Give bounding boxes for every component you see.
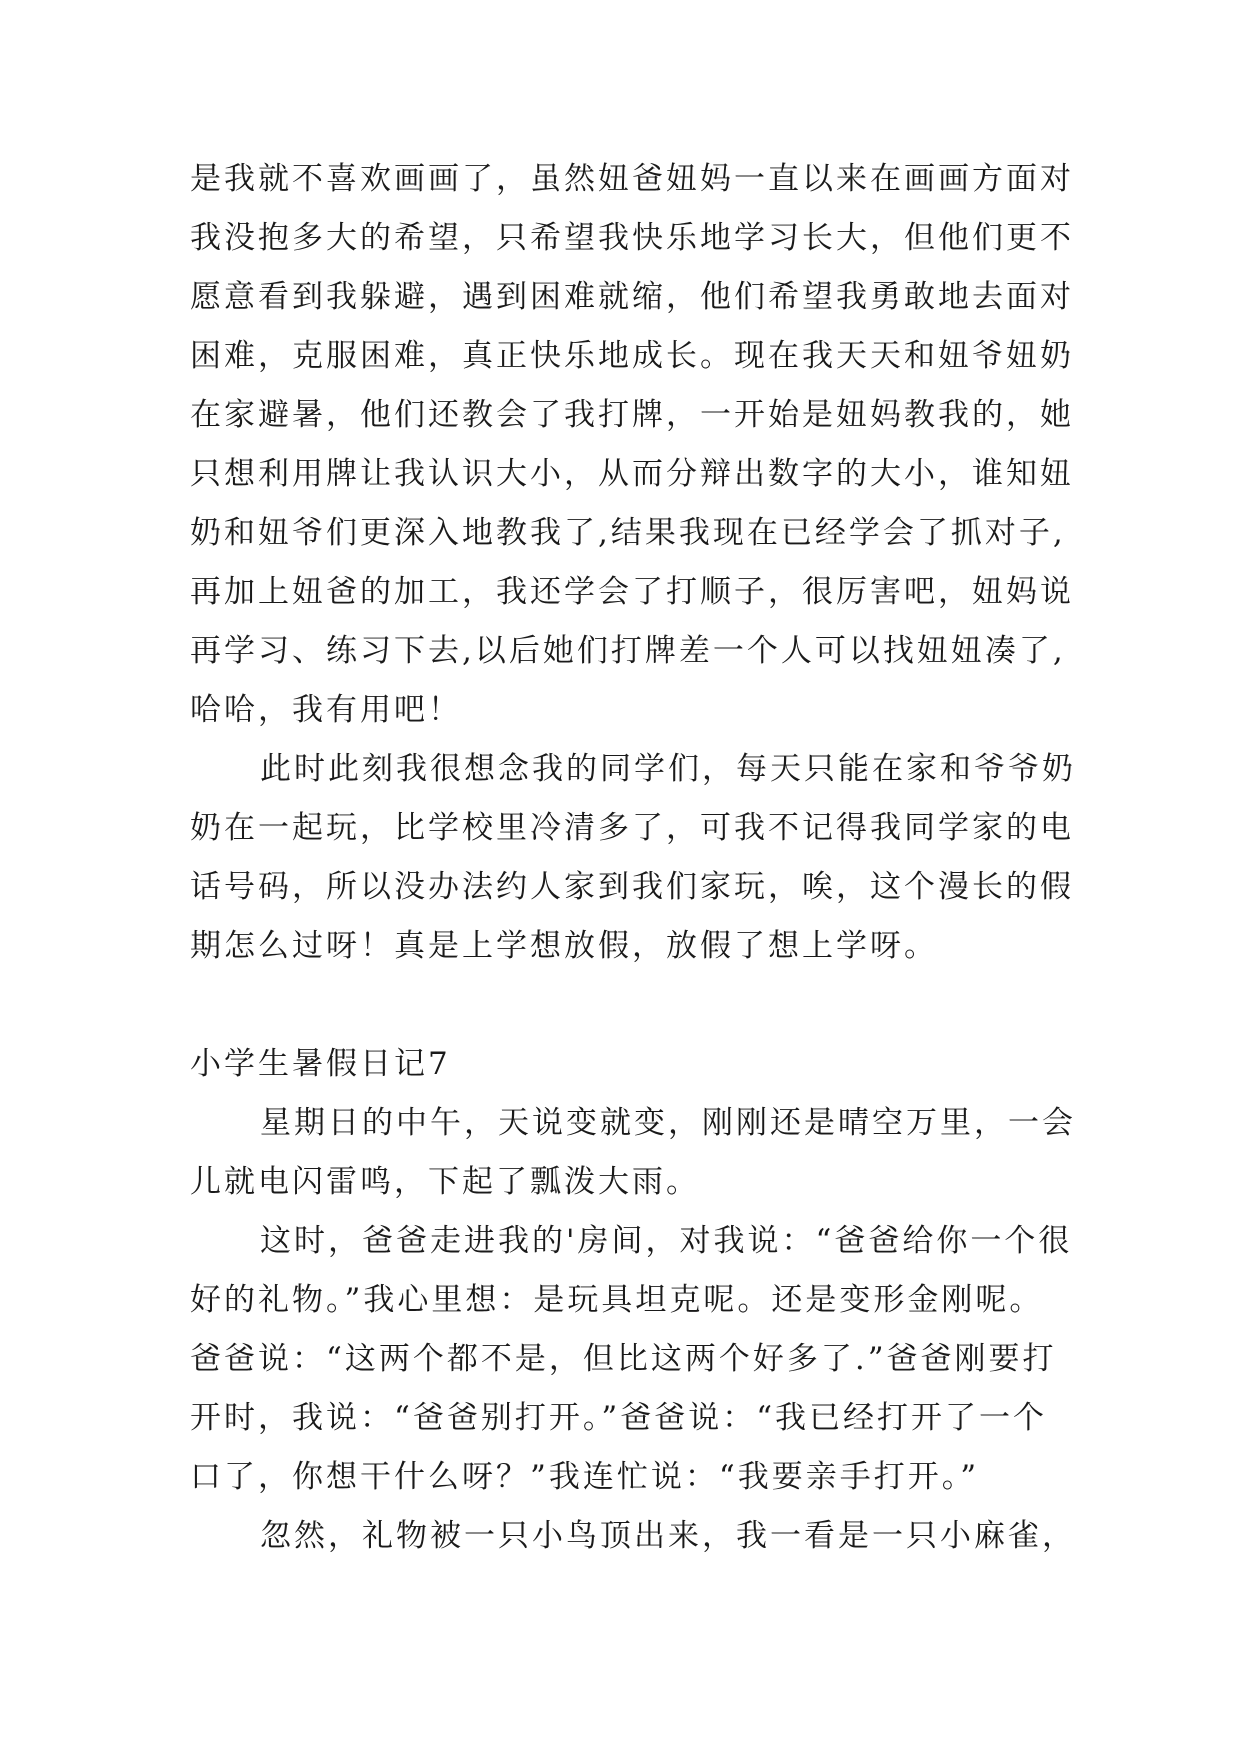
text-line: 奶和妞爷们更深入地教我了,结果我现在已经学会了抓对子, [190,515,1066,551]
text-line: 好的礼物。”我心里想：是玩具坦克呢。还是变形金刚呢。 [190,1282,1044,1318]
text-line: 再加上妞爸的加工，我还学会了打顺子，很厉害吧，妞妈说 [190,574,1074,610]
text-line: 愿意看到我躲避，遇到困难就缩，他们希望我勇敢地去面对 [190,279,1074,315]
paragraph-missing-classmates [190,740,1076,976]
text-line: 开时，我说：“爸爸别打开。”爸爸说：“我已经打开了一个 [190,1400,1048,1436]
text-line: 奶在一起玩，比学校里冷清多了，可我不记得我同学家的电 [190,810,1074,846]
text-line: 困难，克服困难，真正快乐地成长。现在我天天和妞爷妞奶 [190,338,1074,374]
text-line: 忽然，礼物被一只小鸟顶出来，我一看是一只小麻雀， [260,1518,1076,1554]
text-line: 口了，你想干什么呀？”我连忙说：“我要亲手打开。” [190,1459,980,1495]
text-line: 只想利用牌让我认识大小，从而分辩出数字的大小，谁知妞 [190,456,1074,492]
text-line: 我没抱多大的希望，只希望我快乐地学习长大，但他们更不 [190,220,1074,256]
text-line: 话号码，所以没办法约人家到我们家玩，唉，这个漫长的假 [190,869,1074,905]
paragraph-sparrow [190,1507,1076,1566]
text-line: 这时，爸爸走进我的'房间，对我说：“爸爸给你一个很 [260,1223,1073,1259]
section-spacer [190,976,1060,1035]
text-line: 哈哈，我有用吧！ [190,692,462,728]
text-line: 儿就电闪雷鸣，下起了瓢泼大雨。 [190,1164,700,1200]
text-line: 期怎么过呀！真是上学想放假，放假了想上学呀。 [190,928,938,964]
paragraph-continued [190,150,1074,740]
text-line: 在家避暑，他们还教会了我打牌，一开始是妞妈教我的，她 [190,397,1074,433]
section-title: 小学生暑假日记7 [190,1046,451,1082]
document-page [190,150,1076,1566]
text-line: 再学习、练习下去,以后她们打牌差一个人可以找妞妞凑了, [190,633,1066,669]
paragraph-gift [190,1212,1073,1507]
text-line: 是我就不喜欢画画了，虽然妞爸妞妈一直以来在画画方面对 [190,161,1074,197]
text-line: 星期日的中午，天说变就变，刚刚还是晴空万里，一会 [260,1105,1076,1141]
text-line: 此时此刻我很想念我的同学们，每天只能在家和爷爷奶 [260,751,1076,787]
text-line: 爸爸说：“这两个都不是，但比这两个好多了.”爸爸刚要打 [190,1341,1057,1377]
paragraph-sunday-rain [190,1094,1076,1212]
